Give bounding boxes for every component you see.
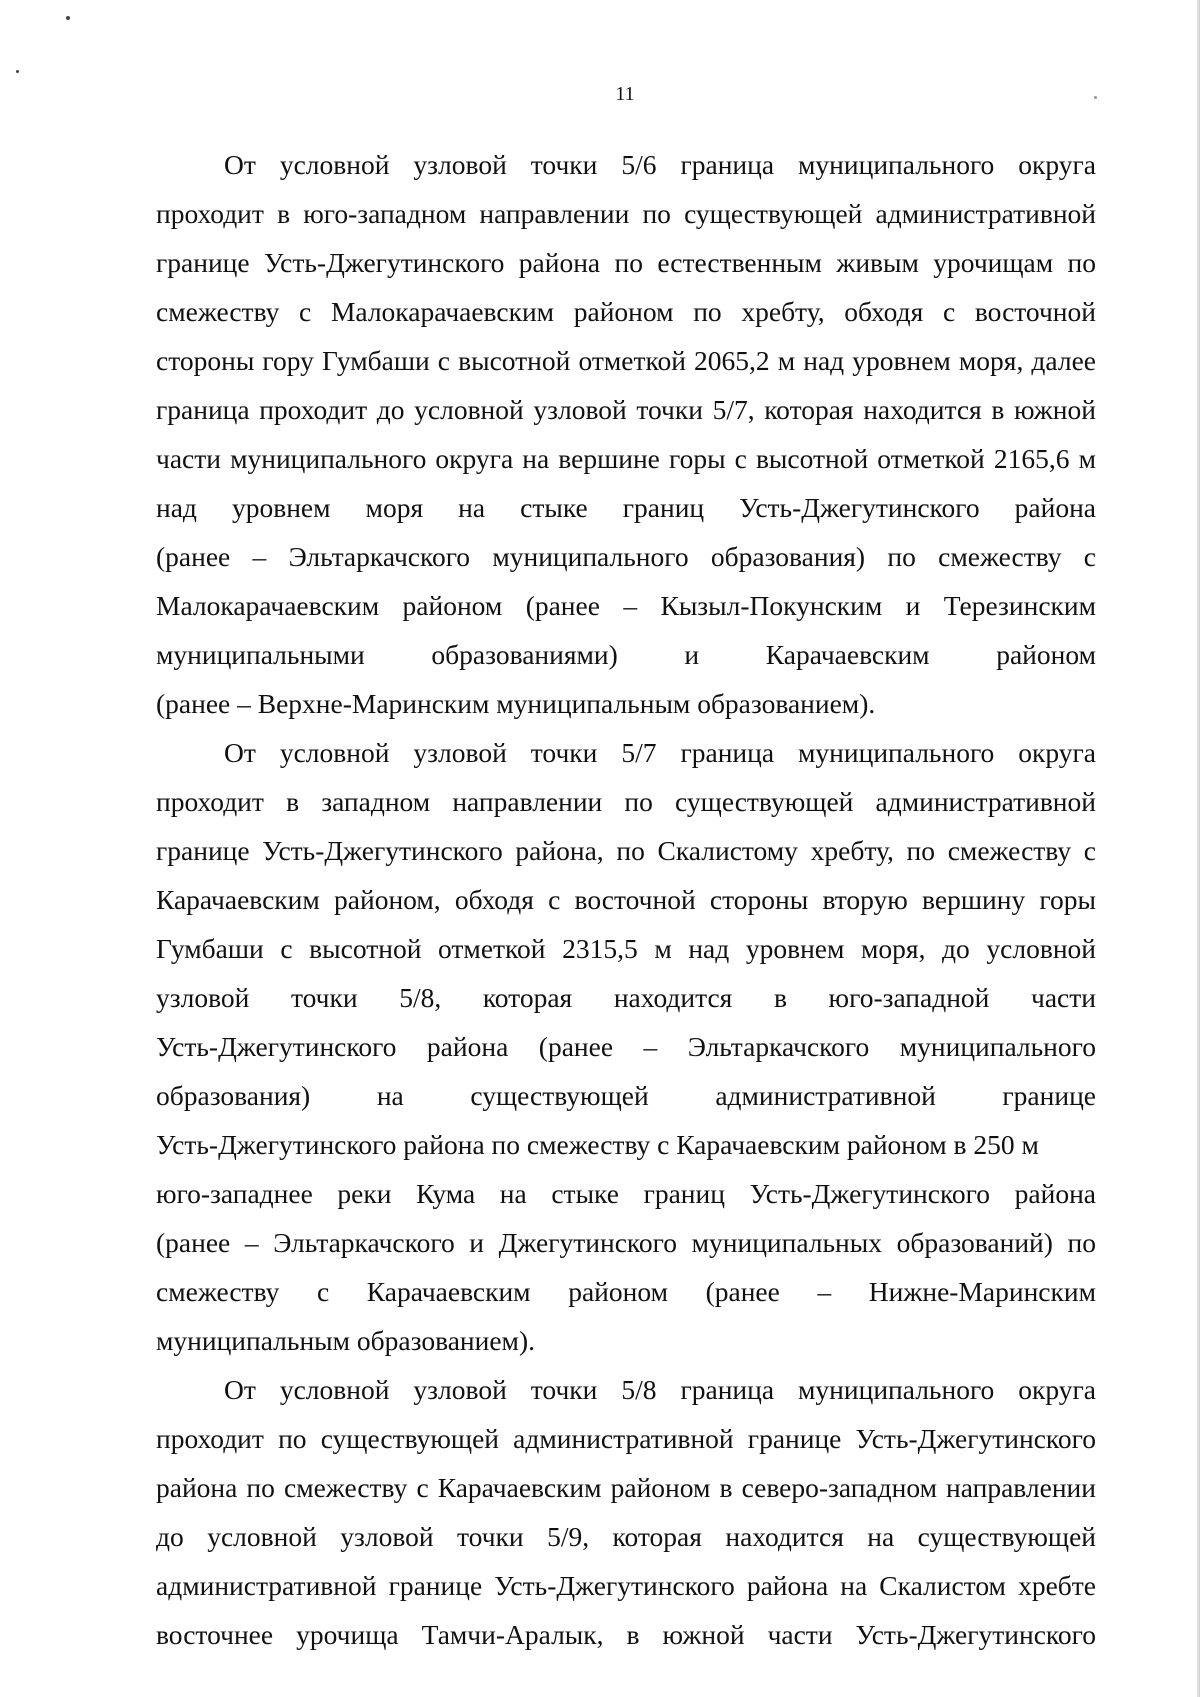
text-line: От условной узловой точки 5/6 граница муниципального округа — [224, 149, 1096, 180]
text-line: проходит в западном направлении по существующей административной — [156, 786, 1096, 817]
paragraph — [156, 728, 1096, 1365]
text-line: Усть-Джегутинского района (ранее – Эльтаркачского муниципального — [156, 1031, 1096, 1062]
text-line: (ранее – Эльтаркачского муниципального образования) по смежеству с — [156, 541, 1096, 572]
text-line: границе Усть-Джегутинского района, по Скалистому хребту, по смежеству с — [156, 835, 1096, 866]
text-line: Усть-Джегутинского района по смежеству с Карачаевским районом в 250 м — [156, 1129, 1039, 1160]
text-line: над уровнем моря на стыке границ Усть-Джегутинского района — [156, 492, 1096, 523]
text-line: смежеству с Карачаевским районом (ранее – Нижне-Маринским — [156, 1276, 1096, 1307]
paragraph — [156, 140, 1096, 728]
text-line: узловой точки 5/8, которая находится в юго-западной части — [156, 982, 1096, 1013]
text-line: до условной узловой точки 5/9, которая находится на существующей — [156, 1521, 1096, 1552]
text-line: граница проходит до условной узловой точки 5/7, которая находится в южной — [156, 394, 1096, 425]
text-line: От условной узловой точки 5/8 граница муниципального округа — [224, 1374, 1096, 1405]
text-line: проходит в юго-западном направлении по существующей административной — [156, 198, 1096, 229]
text-line: (ранее – Эльтаркачского и Джегутинского муниципальных образований) по — [156, 1227, 1096, 1258]
text-line: Малокарачаевским районом (ранее – Кызыл-Покунским и Терезинским — [156, 590, 1096, 621]
text-line: муниципальными образованиями) и Карачаевским районом — [156, 639, 1096, 670]
text-line: стороны гору Гумбаши с высотной отметкой 2065,2 м над уровнем моря, далее — [156, 345, 1096, 376]
text-line: юго-западнее реки Кума на стыке границ Усть-Джегутинского района — [156, 1178, 1096, 1209]
paragraph — [156, 1365, 1096, 1659]
text-line: образования) на существующей административной границе — [156, 1080, 1096, 1111]
text-line: восточнее урочища Тамчи-Аралык, в южной части Усть-Джегутинского — [156, 1619, 1096, 1650]
text-line: административной границе Усть-Джегутинского района на Скалистом хребте — [156, 1570, 1096, 1601]
scan-speck — [16, 70, 19, 73]
text-line: Карачаевским районом, обходя с восточной стороны вторую вершину горы — [156, 884, 1096, 915]
text-line: муниципальным образованием). — [156, 1325, 535, 1356]
text-line: (ранее – Верхне-Маринским муниципальным образованием). — [156, 688, 876, 719]
text-line: района по смежеству с Карачаевским районом в северо-западном направлении — [156, 1472, 1096, 1503]
text-line: части муниципального округа на вершине горы с высотной отметкой 2165,6 м — [156, 443, 1096, 474]
text-line: проходит по существующей административной границе Усть-Джегутинского — [156, 1423, 1096, 1454]
scan-speck — [66, 16, 70, 20]
page-number: 11 — [615, 83, 635, 105]
text-line: От условной узловой точки 5/7 граница муниципального округа — [224, 737, 1096, 768]
text-line: границе Усть-Джегутинского района по естественным живым урочищам по — [156, 247, 1096, 278]
text-line: смежеству с Малокарачаевским районом по хребту, обходя с восточной — [156, 296, 1096, 327]
body-text — [156, 140, 1096, 1659]
text-line: Гумбаши с высотной отметкой 2315,5 м над уровнем моря, до условной — [156, 933, 1096, 964]
